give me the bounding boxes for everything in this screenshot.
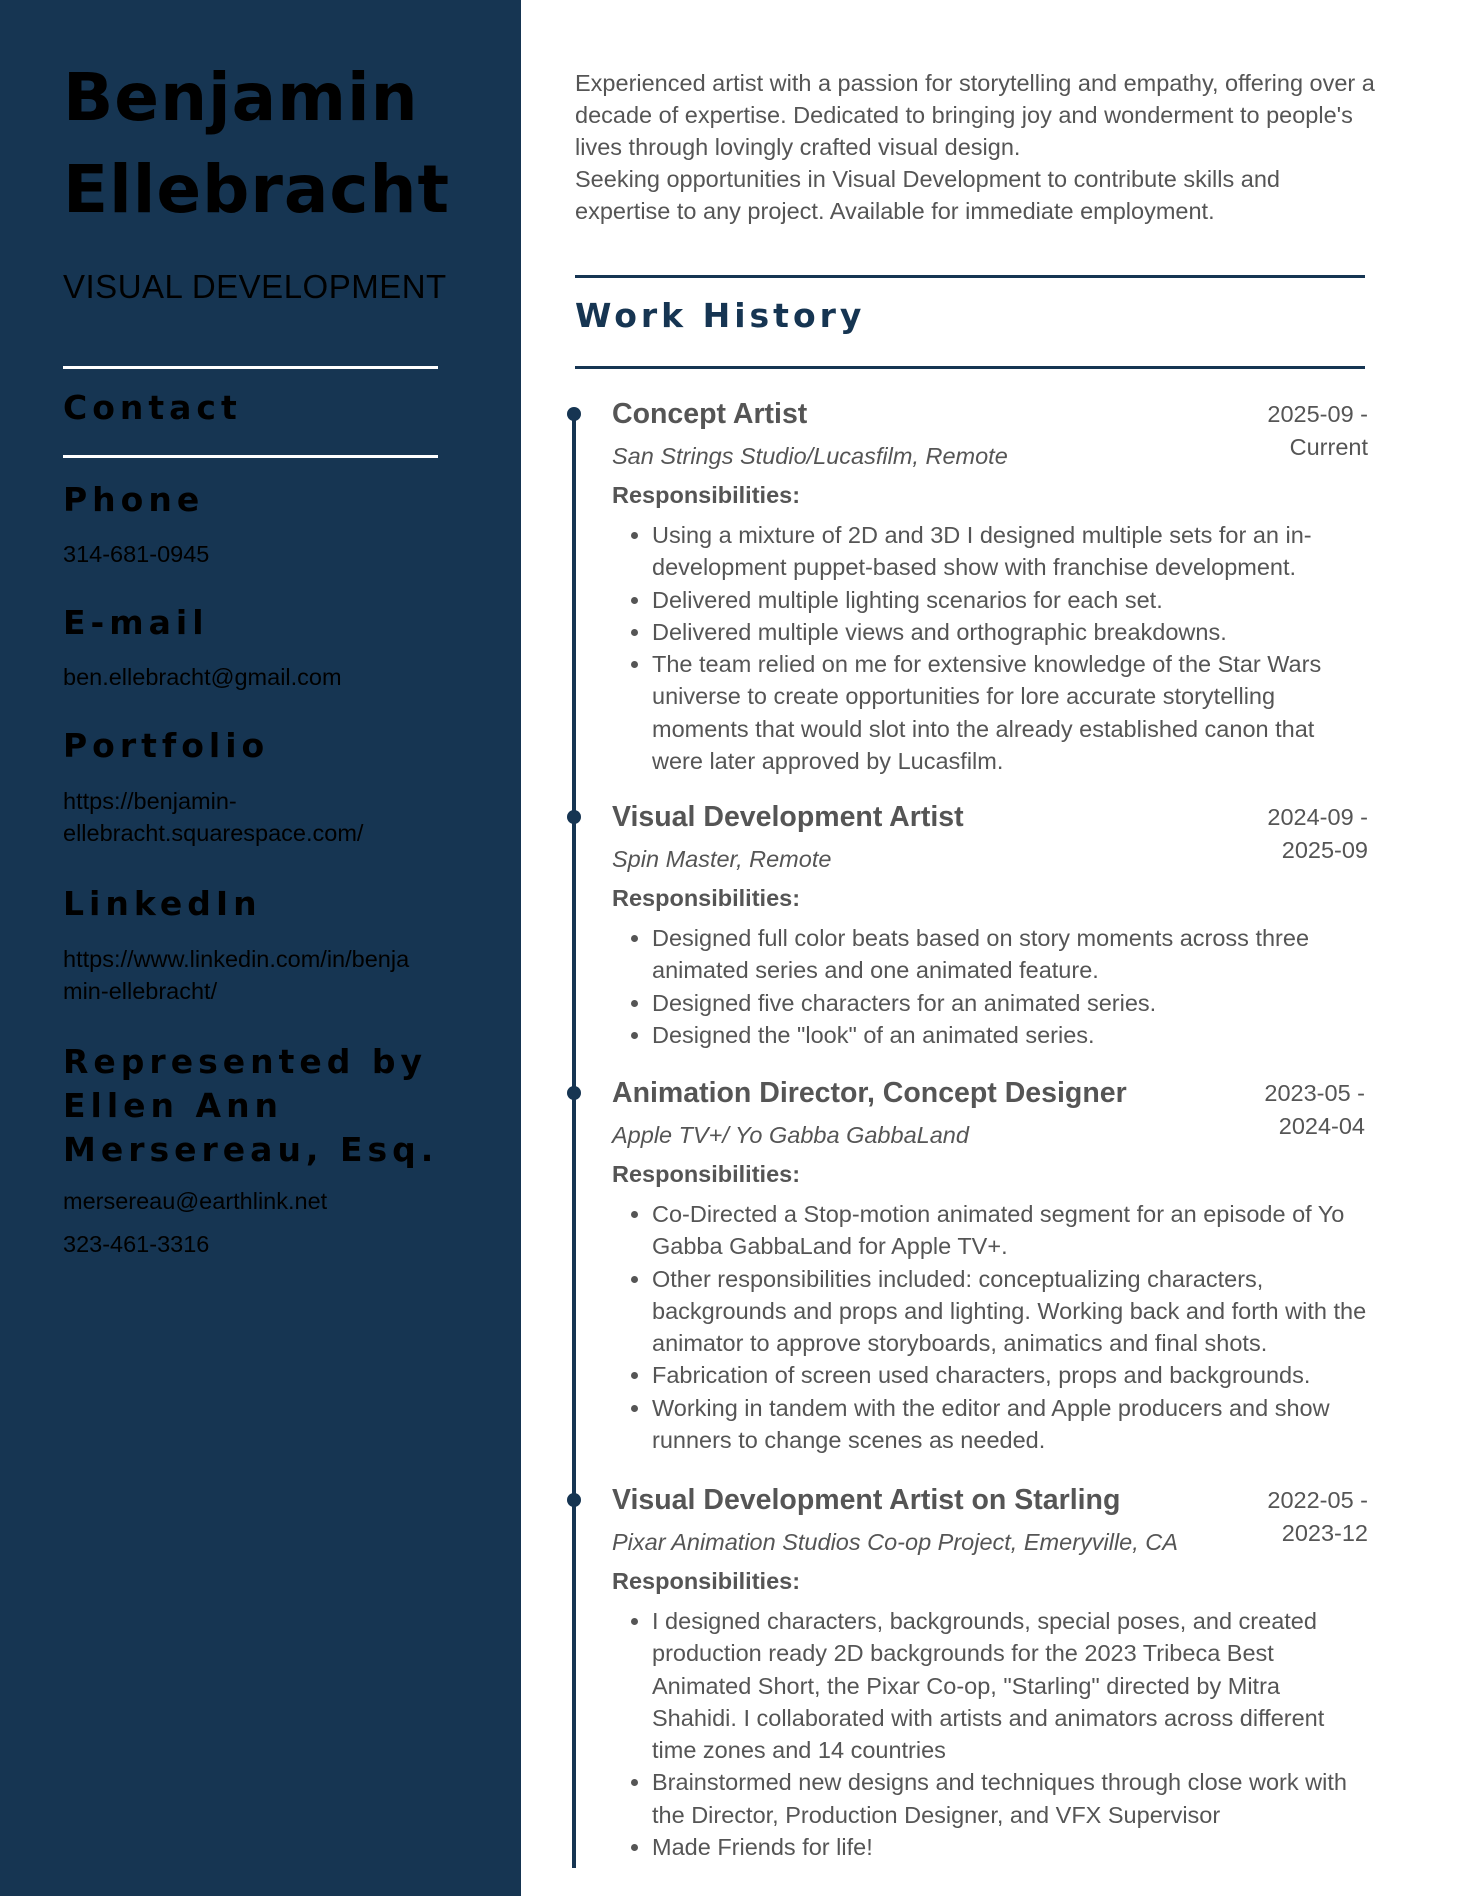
- contact-heading: Contact: [63, 388, 242, 427]
- linkedin-link[interactable]: [63, 943, 443, 1007]
- job-date-end: 2024-04: [1278, 1113, 1365, 1139]
- job-dates: [1208, 1484, 1368, 1550]
- summary-paragraph: Experienced artist with a passion for storytelling and empathy, offering over a decade of expertise. Dedicated to bringing joy and wonderment to people's lives through lovingly crafted visual design.: [575, 70, 1375, 160]
- job-entry: [612, 396, 1368, 777]
- job-dates: [1208, 398, 1368, 464]
- phone-heading: Phone: [63, 480, 205, 519]
- portfolio-link[interactable]: [63, 785, 443, 849]
- list-item: • Co-Directed a Stop-motion animated segment for an episode of Yo Gabba GabbaLand for Apple TV+.: [652, 1198, 1368, 1263]
- list-item: • I designed characters, backgrounds, special poses, and created production ready 2D backgrounds for the 2023 Tribeca Best Animated Short, the Pixar Co-op, "Starling" directed by Mitra Shahidi. I collaborated with artists and animators across different time zones and 14 countries: [652, 1605, 1368, 1766]
- candidate-name: [63, 52, 503, 236]
- responsibilities-list: [612, 519, 1368, 777]
- portfolio-heading: Portfolio: [63, 726, 270, 765]
- list-item: • Working in tandem with the editor and Apple producers and show runners to change scenes as needed.: [652, 1392, 1368, 1457]
- list-item: • Designed full color beats based on story moments across three animated series and one animated feature.: [652, 922, 1368, 987]
- timeline-dot: [567, 1086, 581, 1100]
- portfolio-link-line1: https://benjamin-: [63, 788, 237, 814]
- list-item: • Designed five characters for an animated series.: [652, 987, 1368, 1019]
- job-entry: [612, 1482, 1368, 1863]
- work-history-heading: Work History: [575, 296, 866, 335]
- list-item: • Using a mixture of 2D and 3D I designed multiple sets for an in-development puppet-based show with franchise development.: [652, 519, 1368, 584]
- divider: [575, 275, 1365, 278]
- candidate-title: VISUAL DEVELOPMENT: [63, 268, 447, 305]
- job-date-start: 2024-09 -: [1267, 804, 1368, 830]
- responsibilities-label: Responsibilities:: [612, 482, 801, 508]
- divider: [575, 366, 1365, 369]
- job-date-end: 2023-12: [1281, 1520, 1368, 1546]
- list-item: • Brainstormed new designs and techniques through close work with the Director, Production Designer, and VFX Supervisor: [652, 1766, 1368, 1831]
- list-item: • The team relied on me for extensive knowledge of the Star Wars universe to create opportunities for lore accurate storytelling moments that would slot into the already established canon that were later approved by Lucasfilm.: [652, 648, 1368, 777]
- divider: [63, 455, 438, 458]
- represented-line3: Mersereau, Esq.: [63, 1130, 439, 1169]
- name-last: Ellebracht: [63, 151, 451, 228]
- job-title: Animation Director, Concept Designer: [612, 1077, 1127, 1109]
- email-heading: E-mail: [63, 603, 209, 642]
- job-company: Apple TV+/ Yo Gabba GabbaLand: [612, 1122, 969, 1148]
- list-item: • Designed the "look" of an animated series.: [652, 1019, 1368, 1051]
- job-company: Spin Master, Remote: [612, 846, 832, 872]
- job-title: Visual Development Artist: [612, 801, 964, 833]
- linkedin-heading: LinkedIn: [63, 884, 262, 923]
- job-date-start: 2023-05 -: [1264, 1080, 1365, 1106]
- portfolio-link-line2: ellebracht.squarespace.com/: [63, 820, 364, 846]
- timeline-line: [572, 412, 576, 1868]
- job-title: Visual Development Artist on Starling: [612, 1484, 1121, 1516]
- list-item: • Other responsibilities included: conceptualizing characters, backgrounds and props and lighting. Working back and forth with the animator to approve storyboards, animatics and final shots.: [652, 1263, 1368, 1360]
- job-date-start: 2022-05 -: [1267, 1487, 1368, 1513]
- responsibilities-label: Responsibilities:: [612, 1161, 801, 1187]
- job-dates: [1208, 801, 1368, 867]
- phone-number[interactable]: 314-681-0945: [63, 541, 210, 567]
- linkedin-link-line2: min-ellebracht/: [63, 978, 218, 1004]
- name-first: Benjamin: [63, 59, 419, 136]
- responsibilities-label: Responsibilities:: [612, 885, 801, 911]
- list-item: • Delivered multiple lighting scenarios for each set.: [652, 584, 1368, 616]
- represented-by-heading: [63, 1040, 483, 1172]
- job-company: Pixar Animation Studios Co-op Project, Emeryville, CA: [612, 1529, 1178, 1555]
- divider: [63, 366, 438, 369]
- job-company: San Strings Studio/Lucasfilm, Remote: [612, 443, 1008, 469]
- job-title: Concept Artist: [612, 398, 808, 430]
- represented-line2: Ellen Ann: [63, 1086, 284, 1125]
- responsibilities-list: [612, 1605, 1368, 1863]
- job-dates: [1205, 1077, 1365, 1143]
- job-entry: [612, 799, 1368, 1051]
- job-date-end: Current: [1289, 434, 1368, 460]
- agent-phone[interactable]: 323-461-3316: [63, 1231, 210, 1257]
- summary-paragraph: Seeking opportunities in Visual Development to contribute skills and expertise to any project. Available for immediate employment.: [575, 166, 1280, 224]
- job-date-start: 2025-09 -: [1267, 401, 1368, 427]
- timeline-dot: [567, 407, 581, 421]
- job-entry: [612, 1075, 1368, 1456]
- represented-line1: Represented by: [63, 1042, 427, 1081]
- timeline-dot: [567, 810, 581, 824]
- linkedin-link-line1: https://www.linkedin.com/in/benja: [63, 946, 410, 972]
- email-link[interactable]: ben.ellebracht@gmail.com: [63, 664, 342, 690]
- list-item: • Fabrication of screen used characters, props and backgrounds.: [652, 1359, 1368, 1391]
- timeline-dot: [567, 1493, 581, 1507]
- professional-summary: [575, 67, 1375, 227]
- responsibilities-list: [612, 1198, 1368, 1456]
- list-item: • Delivered multiple views and orthographic breakdowns.: [652, 616, 1368, 648]
- responsibilities-list: [612, 922, 1368, 1051]
- job-date-end: 2025-09: [1281, 837, 1368, 863]
- agent-email-link[interactable]: mersereau@earthlink.net: [63, 1188, 328, 1214]
- responsibilities-label: Responsibilities:: [612, 1568, 801, 1594]
- list-item: • Made Friends for life!: [652, 1831, 1368, 1863]
